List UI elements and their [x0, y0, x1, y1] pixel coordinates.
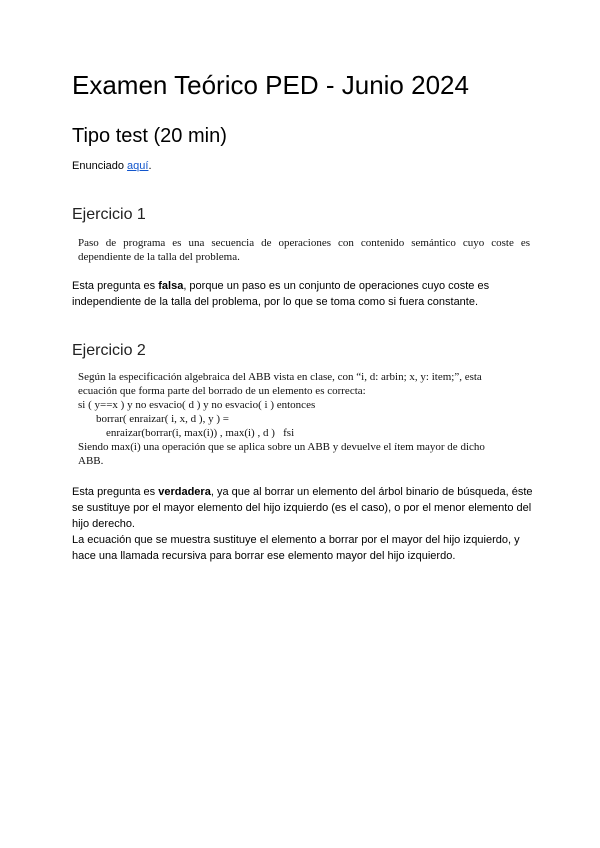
- exercise2-statement-image: [78, 370, 538, 468]
- exercise2-answer-verdict: verdadera: [158, 486, 211, 498]
- exercise2-answer-paragraph: [72, 484, 542, 532]
- statement-line: ABB.: [78, 455, 104, 467]
- exercise1-answer-verdict: falsa: [158, 280, 184, 292]
- exercise2-title: Ejercicio 2: [72, 342, 146, 359]
- statement-line: Siendo max(i) una operación que se aplica sobre un ABB y devuelve el ítem mayor de dicho: [78, 441, 485, 453]
- statement-line: ecuación que forma parte del borrado de un elemento es correcta:: [78, 385, 366, 397]
- exercise2-answer-prefix: Esta pregunta es: [72, 486, 159, 498]
- section-title: Tipo test (20 min): [72, 125, 227, 147]
- exercise2-answer-explanation: , ya que al borrar un elemento del árbol binario de búsqueda, éste se sustituye por el mayor elemento del hijo izquierdo (es el caso), o por el menor elemento del hijo derecho.: [72, 486, 533, 530]
- intro-prefix: Enunciado: [72, 160, 128, 172]
- statement-line: enraizar(borrar(i, max(i)) , max(i) , d ) fsi: [106, 427, 295, 439]
- statement-link[interactable]: aquí: [127, 160, 149, 172]
- intro-paragraph: [72, 160, 152, 172]
- exercise2-answer: [72, 484, 542, 564]
- exercise1-answer-explanation: , porque un paso es un conjunto de operaciones cuyo coste es independiente de la talla del problema, por lo que se toma como si fuera constante.: [72, 280, 490, 308]
- exercise1-answer-prefix: Esta pregunta es: [72, 280, 159, 292]
- statement-line: si ( y==x ) y no esvacio( d ) y no esvacio( i ) entonces: [78, 399, 316, 411]
- exercise1-title: Ejercicio 1: [72, 206, 146, 223]
- exercise1-statement-image: Paso de programa es una secuencia de operaciones con contenido semántico cuyo coste es dependiente de la talla del problema.: [78, 237, 530, 263]
- statement-line: borrar( enraizar( i, x, d ), y ) =: [96, 413, 229, 425]
- exercise2-answer-paragraph-2: La ecuación que se muestra sustituye el elemento a borrar por el mayor del hijo izquierdo, y hace una llamada recursiva para borrar ese elemento mayor del hijo izquierdo.: [72, 534, 520, 562]
- intro-suffix: .: [148, 160, 152, 172]
- statement-line: Según la especificación algebraica del ABB vista en clase, con “i, d: arbin; x, y: item;”, esta: [78, 371, 482, 383]
- exercise1-answer: [72, 278, 542, 310]
- document-title: Examen Teórico PED - Junio 2024: [72, 70, 469, 100]
